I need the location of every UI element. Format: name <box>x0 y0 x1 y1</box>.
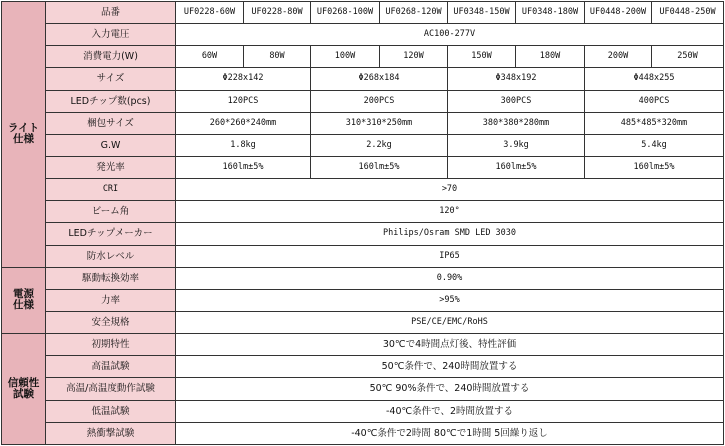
package-cell: 485*485*320mm <box>585 112 724 134</box>
label-package: 梱包サイズ <box>46 112 176 134</box>
label-power: 消費電力(W) <box>46 46 176 68</box>
size-cell: Φ448x255 <box>585 68 724 90</box>
label-efficacy: 発光率 <box>46 156 176 178</box>
row-package <box>2 112 724 134</box>
row-led-maker <box>2 223 724 245</box>
size-cell: Φ348x192 <box>448 68 585 90</box>
model-cell: UF0348-150W <box>448 2 516 24</box>
high-temp-value: 50℃条件で、240時間放置する <box>176 356 724 378</box>
row-size <box>2 68 724 90</box>
label-gw: G.W <box>46 134 176 156</box>
pf-value: >95% <box>176 289 724 311</box>
row-voltage <box>2 24 724 46</box>
spec-table <box>1 1 724 445</box>
label-thermal-shock: 熱衝撃試験 <box>46 422 176 444</box>
row-ip <box>2 245 724 267</box>
power-cell: 100W <box>311 46 380 68</box>
row-chips <box>2 90 724 112</box>
voltage-value: AC100-277V <box>176 24 724 46</box>
package-cell: 310*310*250mm <box>311 112 448 134</box>
power-cell: 250W <box>652 46 724 68</box>
label-initial: 初期特性 <box>46 334 176 356</box>
size-cell: Φ228x142 <box>176 68 311 90</box>
package-cell: 380*380*280mm <box>448 112 585 134</box>
power-cell: 60W <box>176 46 244 68</box>
model-cell: UF0268-120W <box>380 2 448 24</box>
label-driver-eff: 駆動転換効率 <box>46 267 176 289</box>
thermal-shock-value: -40℃条件で2時間 80℃で1時間 5回繰り返し <box>176 422 724 444</box>
row-low-temp <box>2 400 724 422</box>
label-safety: 安全規格 <box>46 311 176 333</box>
size-cell: Φ268x184 <box>311 68 448 90</box>
model-cell: UF0268-100W <box>311 2 380 24</box>
label-pf: 力率 <box>46 289 176 311</box>
power-cell: 80W <box>244 46 311 68</box>
row-cri <box>2 179 724 201</box>
label-size: サイズ <box>46 68 176 90</box>
label-high-temp: 高温試験 <box>46 356 176 378</box>
row-gw <box>2 134 724 156</box>
ip-value: IP65 <box>176 245 724 267</box>
package-cell: 260*260*240mm <box>176 112 311 134</box>
gw-cell: 1.8kg <box>176 134 311 156</box>
section-light-spec: ライト 仕様 <box>2 2 46 268</box>
label-ip: 防水レベル <box>46 245 176 267</box>
label-model: 品番 <box>46 2 176 24</box>
initial-value: 30℃で4時間点灯後、特性評価 <box>176 334 724 356</box>
efficacy-cell: 160lm±5% <box>176 156 311 178</box>
row-initial <box>2 334 724 356</box>
section-power-spec: 電源 仕様 <box>2 267 46 333</box>
efficacy-cell: 160lm±5% <box>585 156 724 178</box>
label-cri: CRI <box>46 179 176 201</box>
cri-value: >70 <box>176 179 724 201</box>
label-beam: ビーム角 <box>46 201 176 223</box>
low-temp-value: -40℃条件で、2時間放置する <box>176 400 724 422</box>
chips-cell: 200PCS <box>311 90 448 112</box>
row-thermal-shock <box>2 422 724 444</box>
model-cell: UF0228-80W <box>244 2 311 24</box>
section-reliability-test: 信頼性 試験 <box>2 334 46 445</box>
label-led-maker: LEDチップメーカー <box>46 223 176 245</box>
beam-value: 120° <box>176 201 724 223</box>
power-cell: 120W <box>380 46 448 68</box>
gw-cell: 2.2kg <box>311 134 448 156</box>
model-cell: UF0448-250W <box>652 2 724 24</box>
row-power <box>2 46 724 68</box>
high-temp-humid-value: 50℃ 90%条件で、240時間放置する <box>176 378 724 400</box>
efficacy-cell: 160lm±5% <box>311 156 448 178</box>
row-efficacy <box>2 156 724 178</box>
power-cell: 180W <box>516 46 585 68</box>
label-high-temp-humid: 高温/高温度動作試験 <box>46 378 176 400</box>
power-cell: 200W <box>585 46 652 68</box>
gw-cell: 5.4kg <box>585 134 724 156</box>
gw-cell: 3.9kg <box>448 134 585 156</box>
led-maker-value: Philips/Osram SMD LED 3030 <box>176 223 724 245</box>
efficacy-cell: 160lm±5% <box>448 156 585 178</box>
row-beam <box>2 201 724 223</box>
row-high-temp <box>2 356 724 378</box>
safety-value: PSE/CE/EMC/RoHS <box>176 311 724 333</box>
model-cell: UF0228-60W <box>176 2 244 24</box>
label-voltage: 入力電圧 <box>46 24 176 46</box>
label-chips: LEDチップ数(pcs) <box>46 90 176 112</box>
row-driver-eff <box>2 267 724 289</box>
label-low-temp: 低温試験 <box>46 400 176 422</box>
chips-cell: 400PCS <box>585 90 724 112</box>
model-cell: UF0448-200W <box>585 2 652 24</box>
driver-eff-value: 0.90% <box>176 267 724 289</box>
chips-cell: 120PCS <box>176 90 311 112</box>
row-pf <box>2 289 724 311</box>
model-cell: UF0348-180W <box>516 2 585 24</box>
power-cell: 150W <box>448 46 516 68</box>
row-model <box>2 2 724 24</box>
chips-cell: 300PCS <box>448 90 585 112</box>
row-high-temp-humid <box>2 378 724 400</box>
row-safety <box>2 311 724 333</box>
